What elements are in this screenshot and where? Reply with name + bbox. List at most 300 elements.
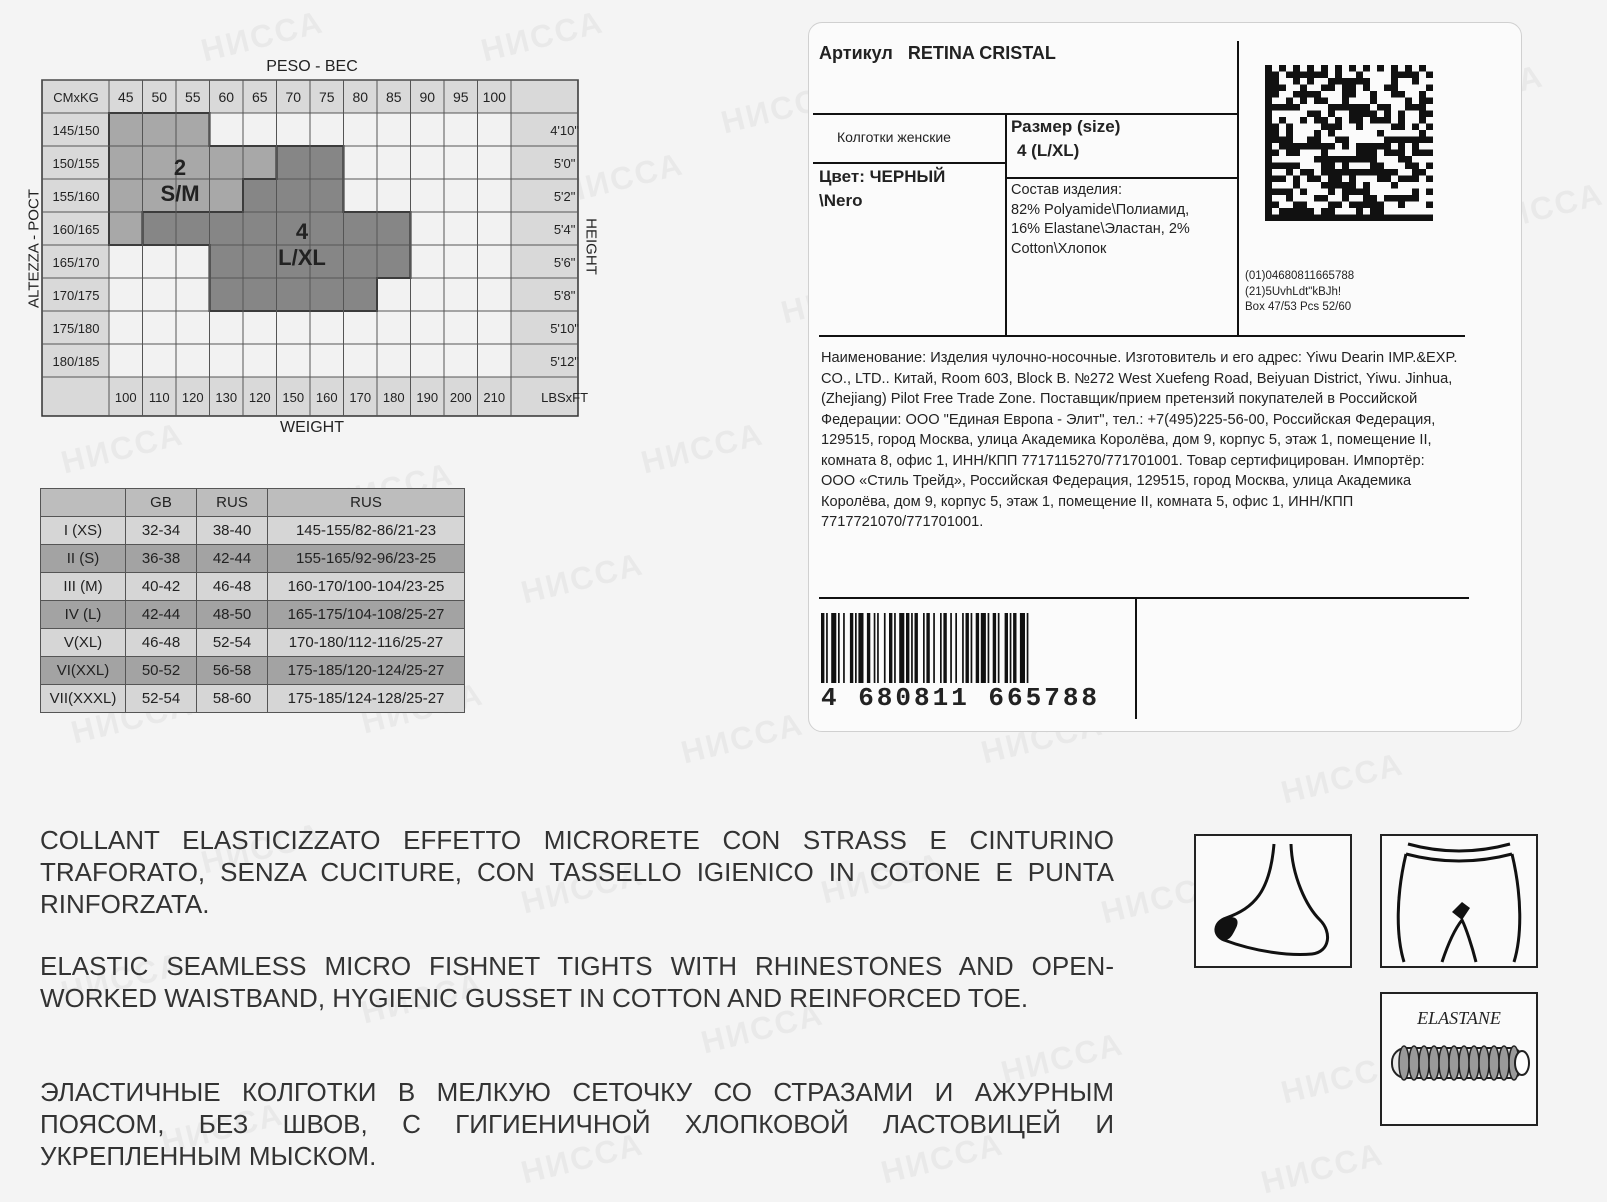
- datamatrix-module: [1384, 85, 1391, 92]
- datamatrix-module: [1265, 137, 1272, 144]
- kg-tick: 60: [218, 89, 235, 105]
- datamatrix-module: [1307, 137, 1314, 144]
- datamatrix-module: [1412, 143, 1419, 150]
- datamatrix-module: [1349, 91, 1356, 98]
- datamatrix-module: [1412, 195, 1419, 202]
- datamatrix-module: [1286, 189, 1293, 196]
- datamatrix-module: [1265, 130, 1272, 137]
- datamatrix-module: [1391, 182, 1398, 189]
- datamatrix-module: [1279, 143, 1286, 150]
- datamatrix-module: [1419, 150, 1426, 157]
- datamatrix-module: [1349, 215, 1356, 222]
- datamatrix-module: [1265, 215, 1272, 222]
- zone-l-xl-number: 4: [295, 219, 309, 244]
- datamatrix-module: [1363, 78, 1370, 85]
- datamatrix-module: [1419, 111, 1426, 118]
- datamatrix-module: [1356, 202, 1363, 209]
- watermark-text: [57, 415, 187, 481]
- datamatrix-module: [1384, 150, 1391, 157]
- datamatrix-module: [1314, 72, 1321, 79]
- datamatrix-module: [1314, 111, 1321, 118]
- datamatrix-module: [1426, 85, 1433, 92]
- zone-l-xl-size: L/XL: [278, 245, 326, 270]
- barcode-bar: [821, 613, 824, 683]
- datamatrix-module: [1328, 202, 1335, 209]
- barcode-bar: [933, 613, 935, 683]
- datamatrix-module: [1265, 65, 1272, 72]
- datamatrix-module: [1321, 163, 1328, 170]
- datamatrix-module: [1342, 137, 1349, 144]
- kg-tick: 55: [184, 89, 201, 105]
- table-cell: 56-58: [197, 657, 268, 685]
- datamatrix-module: [1300, 208, 1307, 215]
- barcode-bar: [855, 613, 857, 683]
- description-russian: ЭЛАСТИЧНЫЕ КОЛГОТКИ В МЕЛКУЮ СЕТОЧКУ СО СТРАЗАМИ И АЖУРНЫМ ПОЯСОМ, БЕЗ ШВОВ, С ГИГИЕНИЧНОЙ ХЛОПКОВОЙ ЛАСТОВИЦЕЙ И УКРЕПЛЕННЫМ МЫСКОМ.: [40, 1077, 1114, 1171]
- datamatrix-module: [1349, 202, 1356, 209]
- datamatrix-module: [1377, 202, 1384, 209]
- datamatrix-module: [1419, 117, 1426, 124]
- datamatrix-module: [1398, 150, 1405, 157]
- kg-tick: 90: [419, 89, 436, 105]
- datamatrix-module: [1272, 130, 1279, 137]
- datamatrix-module: [1384, 195, 1391, 202]
- watermark-text: [677, 705, 807, 771]
- datamatrix-module: [1314, 215, 1321, 222]
- composition-line: 82% Polyamide\Полиамид,: [1011, 201, 1190, 218]
- datamatrix-module: [1398, 143, 1405, 150]
- kg-tick: 95: [452, 89, 469, 105]
- watermark-text: [477, 3, 607, 69]
- datamatrix-module: [1314, 195, 1321, 202]
- zone-s-m-number: 2: [173, 155, 187, 180]
- datamatrix-module: [1363, 202, 1370, 209]
- datamatrix-module: [1384, 176, 1391, 183]
- datamatrix-module: [1412, 215, 1419, 222]
- description-italian: COLLANT ELASTICIZZATO EFFETTO MICRORETE CON STRASS E CINTURINO TRAFORATO, SENZA CUCITURE, CON TASSELLO IGIENICO IN COTONE E PUNTA RINFORZATA.: [40, 825, 1114, 919]
- datamatrix-module: [1377, 65, 1384, 72]
- datamatrix-module: [1293, 78, 1300, 85]
- datamatrix-module: [1419, 130, 1426, 137]
- composition-line: Состав изделия:: [1011, 182, 1122, 198]
- spring-end: [1515, 1051, 1529, 1075]
- table-row: [41, 545, 465, 573]
- datamatrix-module: [1377, 130, 1384, 137]
- table-cell: 145-155/82-86/21-23: [268, 517, 465, 545]
- datamatrix-module: [1286, 72, 1293, 79]
- datamatrix-module: [1279, 104, 1286, 111]
- datamatrix-module: [1307, 208, 1314, 215]
- lbs-tick: 100: [114, 390, 137, 405]
- ft-tick: 5'4": [553, 222, 576, 237]
- datamatrix-module: [1265, 72, 1272, 79]
- barcode-bar: [1005, 613, 1008, 683]
- barcode-bar: [976, 613, 979, 683]
- datamatrix-module: [1321, 208, 1328, 215]
- datamatrix-module: [1328, 176, 1335, 183]
- datamatrix-module: [1279, 163, 1286, 170]
- datamatrix-module: [1286, 98, 1293, 105]
- lbs-tick: 200: [449, 390, 472, 405]
- barcode-bar: [943, 613, 946, 683]
- datamatrix-module: [1356, 104, 1363, 111]
- spring-coil: [1499, 1046, 1509, 1080]
- datamatrix-module: [1328, 182, 1335, 189]
- barcode-digits: 4 680811 665788: [821, 683, 1101, 713]
- datamatrix-module: [1293, 72, 1300, 79]
- datamatrix-module: [1293, 182, 1300, 189]
- ft-tick: 5'12": [550, 354, 579, 369]
- table-cell: III (M): [41, 573, 126, 601]
- datamatrix-module: [1265, 195, 1272, 202]
- ft-tick: 5'8": [553, 288, 576, 303]
- datamatrix-module: [1412, 124, 1419, 131]
- datamatrix-module: [1398, 111, 1405, 118]
- datamatrix-module: [1265, 176, 1272, 183]
- datamatrix-module: [1279, 85, 1286, 92]
- datamatrix-module: [1363, 104, 1370, 111]
- datamatrix-module: [1405, 65, 1412, 72]
- datamatrix-module: [1265, 189, 1272, 196]
- spring-coil: [1479, 1046, 1489, 1080]
- datamatrix-module: [1349, 65, 1356, 72]
- datamatrix-module: [1279, 208, 1286, 215]
- corner-label: CMxKG: [53, 90, 99, 105]
- datamatrix-module: [1419, 104, 1426, 111]
- datamatrix-module: [1321, 150, 1328, 157]
- datamatrix-module: [1293, 143, 1300, 150]
- datamatrix-module: [1265, 78, 1272, 85]
- datamatrix-module: [1286, 195, 1293, 202]
- datamatrix-module: [1293, 150, 1300, 157]
- datamatrix-module: [1349, 117, 1356, 124]
- datamatrix-module: [1412, 169, 1419, 176]
- datamatrix-module: [1363, 143, 1370, 150]
- datamatrix-module: [1426, 124, 1433, 131]
- datamatrix-module: [1426, 215, 1433, 222]
- datamatrix-module: [1307, 91, 1314, 98]
- datamatrix-module: [1377, 208, 1384, 215]
- barcode-bar: [1027, 613, 1029, 683]
- table-cell: 40-42: [126, 573, 197, 601]
- elastane-spring: [1382, 994, 1536, 1124]
- datamatrix-module: [1377, 163, 1384, 170]
- datamatrix-module: [1286, 150, 1293, 157]
- datamatrix-module: [1335, 182, 1342, 189]
- datamatrix-module: [1356, 150, 1363, 157]
- datamatrix-module: [1356, 189, 1363, 196]
- zone-s-m-size: S/M: [160, 181, 200, 206]
- datamatrix-module: [1370, 111, 1377, 118]
- datamatrix-module: [1405, 72, 1412, 79]
- datamatrix-module: [1279, 215, 1286, 222]
- datamatrix-module: [1279, 137, 1286, 144]
- kg-tick: 100: [482, 89, 506, 105]
- datamatrix-module: [1265, 124, 1272, 131]
- datamatrix-module: [1405, 163, 1412, 170]
- datamatrix-module: [1349, 85, 1356, 92]
- datamatrix-module: [1328, 143, 1335, 150]
- datamatrix-module: [1328, 111, 1335, 118]
- datamatrix-module: [1391, 169, 1398, 176]
- datamatrix-module: [1328, 215, 1335, 222]
- datamatrix-module: [1356, 215, 1363, 222]
- table-cell: 155-165/92-96/23-25: [268, 545, 465, 573]
- code-line: Box 47/53 Pcs 52/60: [1245, 301, 1352, 313]
- datamatrix-module: [1335, 169, 1342, 176]
- barcode-bar: [889, 613, 892, 683]
- datamatrix-module: [1412, 163, 1419, 170]
- table-cell: 52-54: [197, 629, 268, 657]
- datamatrix-module: [1356, 117, 1363, 124]
- cm-tick: 170/175: [52, 288, 100, 303]
- datamatrix-module: [1328, 169, 1335, 176]
- size-conversion-table: [40, 488, 465, 713]
- datamatrix-module: [1391, 124, 1398, 131]
- datamatrix-module: [1426, 163, 1433, 170]
- lbs-tick: 180: [382, 390, 405, 405]
- datamatrix-module: [1384, 169, 1391, 176]
- datamatrix-module: [1272, 189, 1279, 196]
- datamatrix-module: [1272, 137, 1279, 144]
- barcode-bar: [926, 613, 929, 683]
- datamatrix-module: [1272, 78, 1279, 85]
- table-cell: 46-48: [126, 629, 197, 657]
- datamatrix-module: [1370, 156, 1377, 163]
- datamatrix-module: [1272, 215, 1279, 222]
- datamatrix-module: [1279, 65, 1286, 72]
- datamatrix-module: [1293, 104, 1300, 111]
- lbs-tick: 110: [148, 390, 170, 405]
- lbs-tick: 170: [349, 390, 372, 405]
- kg-tick: 65: [251, 89, 268, 105]
- table-cell: 32-34: [126, 517, 197, 545]
- datamatrix-module: [1272, 202, 1279, 209]
- datamatrix-module: [1412, 150, 1419, 157]
- datamatrix-module: [1293, 91, 1300, 98]
- datamatrix-module: [1419, 169, 1426, 176]
- datamatrix-module: [1426, 111, 1433, 118]
- table-cell: 175-185/124-128/25-27: [268, 685, 465, 713]
- datamatrix-module: [1286, 208, 1293, 215]
- datamatrix-module: [1300, 117, 1307, 124]
- datamatrix-module: [1328, 124, 1335, 131]
- datamatrix-module: [1335, 124, 1342, 131]
- datamatrix-module: [1307, 65, 1314, 72]
- datamatrix-module: [1335, 78, 1342, 85]
- table-cell: 175-185/120-124/25-27: [268, 657, 465, 685]
- datamatrix-module: [1328, 104, 1335, 111]
- datamatrix-module: [1265, 104, 1272, 111]
- datamatrix-module: [1384, 215, 1391, 222]
- datamatrix-module: [1272, 104, 1279, 111]
- table-header-row: [41, 489, 465, 517]
- datamatrix-module: [1349, 78, 1356, 85]
- table-row: [41, 629, 465, 657]
- datamatrix-module: [1300, 85, 1307, 92]
- watermark-text: [517, 545, 647, 611]
- datamatrix-module: [1321, 72, 1328, 79]
- datamatrix-module: [1419, 65, 1426, 72]
- datamatrix-module: [1272, 163, 1279, 170]
- datamatrix-module: [1342, 98, 1349, 105]
- datamatrix-module: [1314, 137, 1321, 144]
- datamatrix-module: [1307, 143, 1314, 150]
- datamatrix-module: [1314, 117, 1321, 124]
- datamatrix-module: [1307, 169, 1314, 176]
- code-line: (21)5UvhLdt"kBJh!: [1245, 285, 1342, 298]
- datamatrix-module: [1335, 104, 1342, 111]
- datamatrix-module: [1356, 156, 1363, 163]
- datamatrix-module: [1349, 111, 1356, 118]
- datamatrix-module: [1356, 143, 1363, 150]
- datamatrix-module: [1286, 143, 1293, 150]
- datamatrix-module: [1300, 72, 1307, 79]
- datamatrix-module: [1391, 85, 1398, 92]
- datamatrix-module: [1265, 85, 1272, 92]
- barcode-bar: [906, 613, 909, 683]
- weight-label: WEIGHT: [280, 419, 344, 436]
- datamatrix-module: [1272, 72, 1279, 79]
- kg-tick: 80: [352, 89, 369, 105]
- barcode-bar: [955, 613, 957, 683]
- datamatrix-module: [1342, 189, 1349, 196]
- datamatrix-module: [1335, 65, 1342, 72]
- lbs-tick: 210: [483, 390, 506, 405]
- datamatrix-module: [1405, 137, 1412, 144]
- barcode-bar: [950, 613, 952, 683]
- table-cell: VI(XXL): [41, 657, 126, 685]
- composition-line: 16% Elastane\Эластан, 2%: [1011, 221, 1190, 237]
- datamatrix-module: [1398, 117, 1405, 124]
- datamatrix-module: [1265, 202, 1272, 209]
- datamatrix-module: [1384, 104, 1391, 111]
- barcode-bar: [838, 613, 840, 683]
- datamatrix-module: [1412, 176, 1419, 183]
- datamatrix-module: [1384, 137, 1391, 144]
- datamatrix-module: [1363, 85, 1370, 92]
- barcode-bar: [962, 613, 964, 683]
- size-value: 4 (L/XL): [1017, 141, 1080, 160]
- datamatrix-module: [1300, 215, 1307, 222]
- datamatrix-module: [1384, 111, 1391, 118]
- datamatrix-module: [1363, 195, 1370, 202]
- datamatrix-module: [1342, 91, 1349, 98]
- datamatrix-module: [1398, 202, 1405, 209]
- barcode-bar: [911, 613, 913, 683]
- datamatrix-module: [1384, 117, 1391, 124]
- datamatrix-module: [1342, 143, 1349, 150]
- datamatrix-module: [1349, 156, 1356, 163]
- ft-tick: 5'2": [553, 189, 576, 204]
- datamatrix-module: [1384, 143, 1391, 150]
- datamatrix-module: [1328, 208, 1335, 215]
- datamatrix-module: [1279, 189, 1286, 196]
- datamatrix-module: [1370, 202, 1377, 209]
- datamatrix-module: [1426, 176, 1433, 183]
- datamatrix-module: [1265, 91, 1272, 98]
- reinforced-toe-icon: [1194, 834, 1352, 968]
- datamatrix-module: [1398, 72, 1405, 79]
- spring-coil: [1419, 1046, 1429, 1080]
- datamatrix-module: [1398, 124, 1405, 131]
- datamatrix-module: [1286, 169, 1293, 176]
- watermark-text: [637, 415, 767, 481]
- datamatrix-module: [1412, 78, 1419, 85]
- lbs-tick: 130: [215, 390, 238, 405]
- datamatrix-module: [1426, 137, 1433, 144]
- cm-tick: 150/155: [52, 156, 100, 171]
- datamatrix-module: [1314, 156, 1321, 163]
- ft-tick: 5'6": [553, 255, 576, 270]
- datamatrix-module: [1426, 202, 1433, 209]
- datamatrix-module: [1279, 117, 1286, 124]
- datamatrix-module: [1426, 189, 1433, 196]
- ft-tick: 5'10": [550, 321, 579, 336]
- datamatrix-module: [1335, 176, 1342, 183]
- datamatrix-module: [1300, 169, 1307, 176]
- datamatrix-module: [1391, 215, 1398, 222]
- datamatrix-module: [1300, 91, 1307, 98]
- cm-tick: 155/160: [52, 189, 100, 204]
- composition: [1011, 181, 1190, 259]
- datamatrix-module: [1391, 65, 1398, 72]
- datamatrix-module: [1335, 156, 1342, 163]
- datamatrix-module: [1363, 156, 1370, 163]
- barcode-bar: [877, 613, 879, 683]
- composition-line: Cotton\Хлопок: [1011, 240, 1107, 257]
- datamatrix-module: [1279, 176, 1286, 183]
- table-cell: II (S): [41, 545, 126, 573]
- barcode-bar: [858, 613, 863, 683]
- cm-tick: 180/185: [52, 354, 100, 369]
- datamatrix-module: [1265, 169, 1272, 176]
- barcode-bar: [998, 613, 1000, 683]
- datamatrix-module: [1321, 85, 1328, 92]
- datamatrix-module: [1286, 215, 1293, 222]
- kg-tick: 70: [285, 89, 302, 105]
- datamatrix-module: [1293, 208, 1300, 215]
- datamatrix-module: [1398, 215, 1405, 222]
- datamatrix-module: [1265, 156, 1272, 163]
- datamatrix-module: [1391, 150, 1398, 157]
- datamatrix-module: [1286, 104, 1293, 111]
- datamatrix-module: [1370, 215, 1377, 222]
- header-cell: GB: [126, 489, 197, 517]
- datamatrix-module: [1363, 65, 1370, 72]
- datamatrix-module: [1363, 215, 1370, 222]
- datamatrix-module: [1398, 176, 1405, 183]
- article-text: Артикул RETINA CRISTAL: [819, 43, 1056, 63]
- table-row: [41, 573, 465, 601]
- datamatrix-module: [1356, 169, 1363, 176]
- datamatrix-module: [1328, 85, 1335, 92]
- spring-coil: [1429, 1046, 1439, 1080]
- datamatrix-module: [1272, 150, 1279, 157]
- barcode-bar: [988, 613, 990, 683]
- barcode-bar: [923, 613, 925, 683]
- datamatrix-module: [1265, 98, 1272, 105]
- table-cell: IV (L): [41, 601, 126, 629]
- datamatrix-module: [1314, 176, 1321, 183]
- lbs-label: LBSxFT: [541, 390, 589, 405]
- barcode-bar: [971, 613, 973, 683]
- table-row: [41, 657, 465, 685]
- lbs-tick: 190: [416, 390, 439, 405]
- datamatrix-module: [1349, 169, 1356, 176]
- datamatrix-module: [1363, 111, 1370, 118]
- code-line: (01)04680811665788: [1245, 270, 1355, 282]
- datamatrix-module: [1293, 202, 1300, 209]
